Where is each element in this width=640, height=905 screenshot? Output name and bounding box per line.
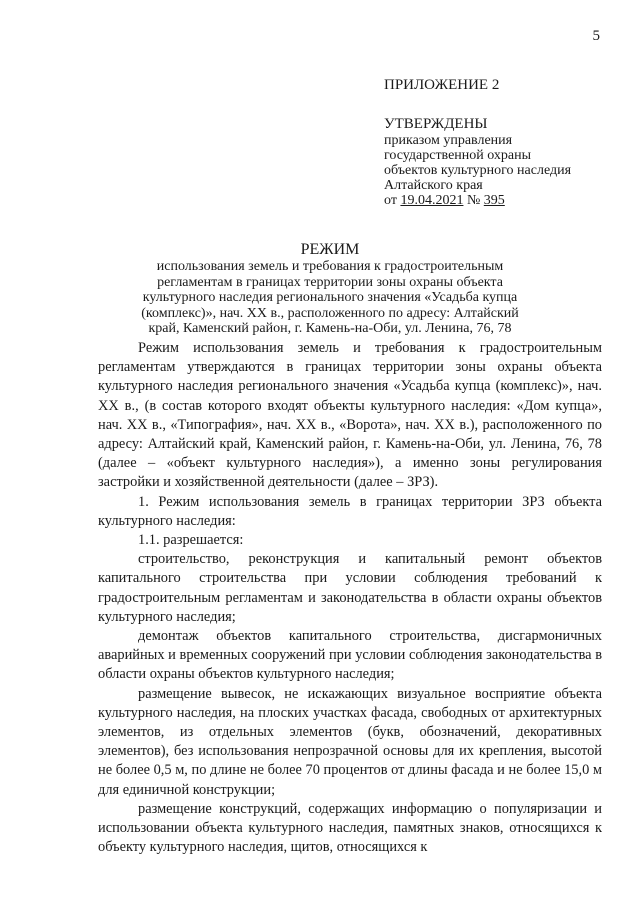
subtitle-line: край, Каменский район, г. Камень-на-Оби, ул. Ленина, 76, 78 bbox=[148, 321, 512, 336]
title-block bbox=[100, 241, 560, 337]
paragraph: размещение конструкций, содержащих информацию о популяризации и использовании объекта культурного наследия, памятных знаков, относящихся к объекту культурного наследия, щитов, относящихся к bbox=[98, 800, 602, 856]
order-prefix: от bbox=[384, 193, 401, 208]
appendix-heading: ПРИЛОЖЕНИЕ 2 bbox=[384, 77, 500, 93]
body-text bbox=[98, 339, 602, 857]
order-line bbox=[384, 193, 624, 208]
document-title: РЕЖИМ bbox=[300, 241, 360, 258]
paragraph: Режим использования земель и требования к градостроительным регламентам утверждаются в границах территории зоны охраны объекта культурного наследия регионального значения «Усадьба купца (комплекс)», нач. XX в., (в состав которого входят объекты культурного наследия: «Дом купца», нач. XX в., «Типография», нач. XX в., «Ворота», нач. XX в.), расположенного по адресу: Алтайский край, Каменский район, г. Камень-на-Оби, ул. Ленина, 76, 78 (далее – «объект культурного наследия»), а именно зоны регулирования застройки и хозяйственной деятельности (далее – ЗРЗ). bbox=[98, 340, 602, 491]
order-date: 19.04.2021 bbox=[400, 193, 464, 208]
paragraph: 1.1. разрешается: bbox=[138, 532, 244, 549]
approved-heading: УТВЕРЖДЕНЫ bbox=[384, 116, 488, 132]
approval-line: приказом управления bbox=[384, 133, 513, 148]
paragraph: строительство, реконструкция и капитальный ремонт объектов капитального строительства при условии соблюдения требований к градостроительным регламентам и законодательства в области охраны объектов культурного наследия; bbox=[98, 551, 602, 625]
approval-block bbox=[384, 76, 624, 208]
order-separator: № bbox=[463, 193, 484, 208]
subtitle-line: (комплекс)», нач. XX в., расположенного по адресу: Алтайский bbox=[141, 305, 519, 321]
paragraph: размещение вывесок, не искажающих визуальное восприятие объекта культурного наследия, на плоских участках фасада, свободных от архитектурных элементов, из отдельных элементов (букв, обозначений, декоративных элементов), без использования непрозрачной основы для их крепления, высотой не более 0,5 м, по длине не более 70 процентов от длины фасада и не более 15,0 м для единичной конструкции; bbox=[98, 685, 602, 798]
paragraph: демонтаж объектов капитального строительства, дисгармоничных аварийных и временных сооружений при условии соблюдения законодательства в области охраны объектов культурного наследия; bbox=[98, 628, 602, 683]
subtitle-line: использования земель и требования к градостроительным bbox=[156, 259, 504, 274]
page-number: 5 bbox=[592, 28, 600, 44]
subtitle-line: регламентам в границах территории зоны охраны объекта bbox=[157, 274, 503, 290]
paragraph: 1. Режим использования земель в границах территории ЗРЗ объекта культурного наследия: bbox=[98, 493, 602, 529]
approval-line: Алтайского края bbox=[384, 178, 483, 193]
subtitle-line: культурного наследия регионального значения «Усадьба купца bbox=[142, 290, 518, 305]
approval-line: государственной охраны bbox=[384, 148, 532, 163]
order-number: 395 bbox=[483, 193, 505, 208]
approval-line: объектов культурного наследия bbox=[384, 163, 572, 178]
